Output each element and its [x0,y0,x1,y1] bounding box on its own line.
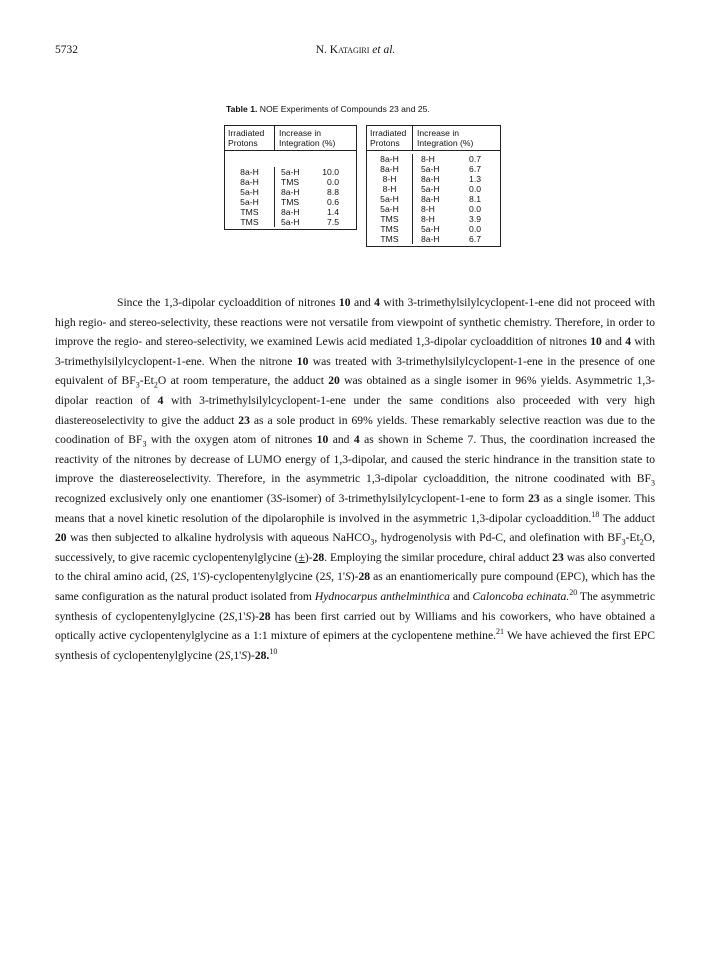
header-irradiated [225,126,275,150]
table-header [225,126,356,151]
compound-number: 10 [590,335,602,349]
text-run: Since the 1,3-dipolar cycloaddition of nitrones [117,296,339,309]
reference-superscript: 10 [269,646,278,656]
irradiated-cell: 5a-H [240,197,259,207]
species-name: Hydnocarpus anthelminthica [314,589,450,603]
observed-proton: 8-H [421,204,435,214]
text-run: The asymmetric synthesis of cyclopentenylglycine (2 [55,589,655,623]
table-header [367,126,500,151]
increase-cell [421,154,481,164]
increase-cell [281,167,339,177]
racemic-sign: ± [298,550,305,564]
reference-superscript: 20 [569,588,578,598]
compound-number: 4 [157,393,164,407]
increase-cell [421,194,481,204]
increase-cell [421,214,481,224]
table-body [367,151,500,246]
text-run: as an enantiomerically pure compound (EPC), which has the same configuration as the natural product isolated from [55,570,656,603]
irradiated-cell: 5a-H [380,194,399,204]
compound-number: 10 [338,296,351,309]
text-run: has been first carried out by Williams and his coworkers, who have obtained a optically active cyclopentenylglycine as a 1:1 mixture of epimers at the cyclopentene methine. [55,609,655,643]
increase-cell [421,184,481,194]
text-run: . Employing the similar procedure, chiral adduct [324,550,553,564]
text-run: and [328,433,354,447]
text-run: )- [251,609,259,623]
irradiated-cell: 8a-H [240,177,259,187]
header-increase-line-2: Integration (%) [279,138,336,148]
observed-proton: 8a-H [421,174,440,184]
irradiated-cell: 8-H [382,184,397,194]
increase-value: 1.3 [469,174,481,184]
running-head-author: N. Katagiri [315,44,370,56]
reference-superscript: 18 [591,509,600,519]
text-run: and [350,296,375,309]
text-run: as a sole product in 69% yields. These remarkably selective reaction was due to the coodination of BF [55,413,655,447]
observed-proton: 8a-H [421,194,440,204]
compound-number: 23 [552,550,564,564]
table-body [225,151,356,229]
observed-proton: 8-H [421,154,435,164]
increase-value: 0.6 [327,197,339,207]
compound-number: 10 [296,354,309,368]
table-caption [226,104,430,114]
subscript: 3 [621,537,626,547]
text-run: -isomer) of 3-trimethylsilylcyclopent-1-ene to form [282,491,529,505]
observed-proton: 5a-H [281,167,300,177]
increase-value: 0.0 [327,177,339,187]
increase-value: 6.7 [469,164,481,174]
irradiated-cell: 5a-H [240,187,259,197]
text-run: )- [350,570,359,584]
compound-number: 23 [238,413,250,427]
observed-proton: 8-H [421,214,435,224]
header-increase-line-1: Increase in [279,128,322,138]
increase-value: 0.7 [469,154,481,164]
stereo-descriptor: S [241,648,248,662]
irradiated-cell: 8a-H [240,167,259,177]
text-run: -Et [139,374,154,388]
observed-proton: 8a-H [281,207,300,217]
stereo-descriptor: S [325,570,332,584]
irradiated-cell: 5a-H [380,204,399,214]
text-run: -Et [625,531,640,545]
page-number: 5732 [55,44,78,56]
header-increase-line-1: Increase in [417,128,460,138]
table-caption-text: NOE Experiments of Compounds 23 and 25. [257,104,430,114]
text-run: The adduct [599,511,655,525]
increase-cell [421,204,481,214]
increase-cell [281,187,339,197]
irradiated-cell: TMS [240,217,259,227]
observed-proton: 8a-H [421,234,440,244]
observed-proton: TMS [281,197,300,207]
text-run: We have achieved the first EPC synthesis of cyclopentenylglycine (2 [55,629,655,662]
irradiated-cell: TMS [380,214,399,224]
header-irradiated-line-1: Irradiated [228,128,265,138]
irradiated-cell: 8-H [382,174,397,184]
increase-cell [281,207,339,217]
increase-cell [421,224,481,234]
increase-cell [421,164,481,174]
text-run: with 3-trimethylsilylcyclopent-1-ene under the same conditions also proceeded with very high diastereoselectivity to give the adduct [55,393,655,427]
observed-proton: 8a-H [281,187,300,197]
observed-proton: TMS [281,177,300,187]
text-run: was then subjected to alkaline hydrolysis with aqueous NaHCO [66,531,371,545]
text-run: ,1' [230,648,242,662]
text-run: ,1' [234,609,246,623]
increase-value: 8.1 [469,194,481,204]
header-increase-line-2: Integration (%) [417,138,474,148]
text-run: was treated with 3-trimethylsilylcyclopent-1-ene in the presence of one equivalent of BF [55,354,656,388]
noe-table-right [366,125,501,247]
compound-number: 20 [328,374,340,388]
subscript: 3 [370,537,375,547]
increase-column [413,154,481,244]
subscript: 3 [651,478,655,488]
header-increase [413,126,477,150]
species-name: Caloncoba echinata. [472,589,570,603]
irradiated-column [367,154,413,244]
subscript: 3 [135,380,140,390]
subscript: 2 [639,537,644,547]
stereo-descriptor: S [180,570,187,584]
compound-number: 10 [316,433,329,447]
stereo-descriptor: S [200,570,206,584]
body-paragraph [55,293,655,665]
increase-cell [421,174,481,184]
text-run: , 1' [186,570,201,584]
observed-proton: 5a-H [421,224,440,234]
increase-cell [281,197,339,207]
compound-number: 28 [358,570,371,584]
increase-value: 0.0 [469,184,481,194]
compound-number: 4 [374,296,380,309]
irradiated-cell: TMS [240,207,259,217]
irradiated-cell: 8a-H [380,164,399,174]
increase-value: 10.0 [322,167,339,177]
irradiated-column [225,167,275,227]
increase-value: 0.0 [469,204,481,214]
increase-value: 0.0 [469,224,481,234]
header-irradiated [367,126,413,150]
increase-value: 1.4 [327,207,339,217]
stereo-descriptor: S [245,609,252,623]
increase-value: 7.5 [327,217,339,227]
stereo-descriptor: S [276,491,283,505]
irradiated-cell: TMS [380,224,399,234]
text-run: )- [304,550,313,564]
running-head [0,44,711,56]
subscript: 3 [142,439,147,449]
reference-superscript: 21 [496,627,505,637]
increase-cell [281,217,339,227]
header-irradiated-line-2: Protons [370,138,400,148]
subscript: 2 [153,380,158,390]
increase-cell [421,234,481,244]
compound-number: 28 [258,609,271,623]
compound-number: 28 [312,550,325,564]
compound-number: 28. [254,648,270,662]
text-run: )- [247,648,255,662]
text-run: recognized exclusively only one enantiomer (3 [55,491,277,505]
text-run: O, successively, to give racemic cyclopentenylglycine ( [55,531,656,564]
text-run: as shown in Scheme 7. Thus, the coordination increased the reactivity of the nitrones by decrease of LUMO energy of 1,3-dipolar, and caused the steric hindrance in the transition state to improve the diastereoselectivity. Therefore, in the asymmetric 1,3-dipolar cycloaddition, the nitrone coodinated with BF [55,433,655,486]
observed-proton: 5a-H [421,164,440,174]
text-run: as a single isomer. This means that a novel kinetic resolution of the dipolarophile is involved in the asymmetric 1,3-dipolar cycloaddition. [55,491,655,525]
observed-proton: 5a-H [281,217,300,227]
increase-column [275,167,339,227]
header-increase [275,126,339,150]
noe-table-left [224,125,357,230]
text-run: )-cyclopentenylglycine (2 [205,570,326,584]
increase-value: 6.7 [469,234,481,244]
header-irradiated-line-2: Protons [228,138,258,148]
text-run: with the oxygen atom of nitrones [146,433,317,447]
text-run: , hydrogenolysis with Pd-C, and olefination with BF [374,531,622,545]
increase-cell [281,177,339,187]
text-run: and [449,589,473,603]
text-run: O at room temperature, the adduct [157,374,329,388]
compound-number: 20 [55,531,67,545]
compound-number: 23 [528,491,540,505]
irradiated-cell: TMS [380,234,399,244]
text-run: with 3-trimethylsilylcyclopent-1-ene. When the nitrone [55,335,655,368]
text-run: and [601,335,626,349]
stereo-descriptor: S [224,648,231,662]
header-irradiated-line-1: Irradiated [370,128,407,138]
text-run: , 1' [331,570,345,584]
text-run: with 3-trimethylsilylcyclopent-1-ene did not proceed with high regio- and stereo-selectivity, these reactions were not versatile from viewpoint of synthetic chemistry. Therefore, in order to improve the regio- and stereo-selectivity, we examined Lewis acid mediated 1,3-dipolar cycloaddition of nitrones [55,296,655,349]
increase-value: 8.8 [327,187,339,197]
text-run: was also converted to the chiral amino acid, (2 [55,550,655,584]
text-run: was obtained as a single isomer in 96% yields. Asymmetric 1,3-dipolar reaction of [55,374,655,407]
irradiated-cell: 8a-H [380,154,399,164]
running-head-etal: et al. [369,44,396,56]
stereo-descriptor: S [228,609,235,623]
compound-number: 4 [353,433,360,447]
observed-proton: 5a-H [421,184,440,194]
stereo-descriptor: S [344,570,351,584]
table-caption-label: Table 1. [226,104,258,114]
compound-number: 4 [625,335,632,349]
increase-value: 3.9 [469,214,481,224]
